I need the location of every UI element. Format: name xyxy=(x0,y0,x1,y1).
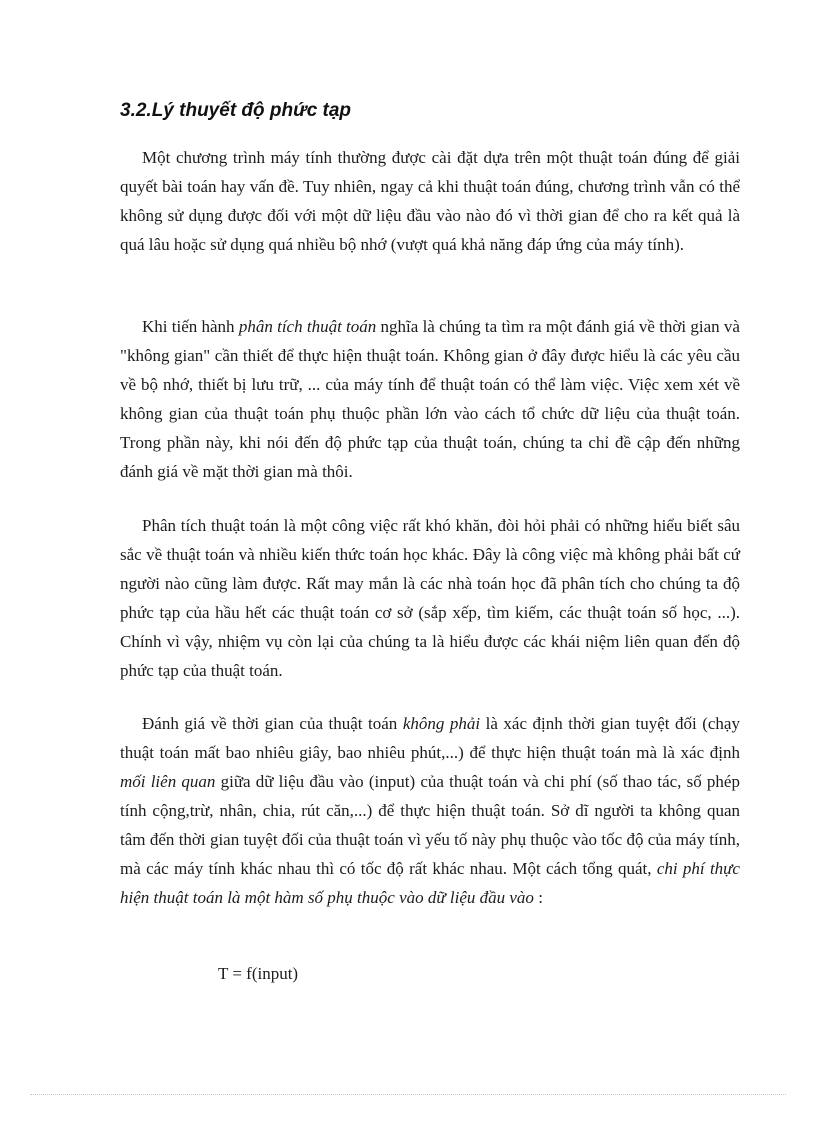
paragraph-time-emphasis-3: chi phí thực hiện thuật toán là một hàm số phụ thuộc vào dữ liệu đầu vào xyxy=(120,859,740,907)
paragraph-analysis-emphasis: phân tích thuật toán xyxy=(238,317,377,336)
paragraph-time-evaluation xyxy=(120,709,740,912)
paragraph-analysis xyxy=(120,312,740,486)
paragraph-analysis-text-2: nghĩa là chúng ta tìm ra một đánh giá về thời gian và "không gian" cần thiết để thực hiện thuật toán. Không gian ở đây được hiểu là các yêu cầu về bộ nhớ, thiết bị lưu trữ, ... của máy tính để thuật toán có thể làm việc. Việc xem xét về không gian của thuật toán phụ thuộc phần lớn vào cách tổ chức dữ liệu của thuật toán. Trong phần này, khi nói đến độ phức tạp của thuật toán, chúng ta chỉ đề cập đến những đánh giá về mặt thời gian mà thôi. xyxy=(120,317,740,481)
paragraph-time-text-1: Đánh giá về thời gian của thuật toán xyxy=(142,714,403,733)
paragraph-intro: Một chương trình máy tính thường được cài đặt dựa trên một thuật toán đúng để giải quyết bài toán hay vấn đề. Tuy nhiên, ngay cả khi thuật toán đúng, chương trình vẫn có thể không sử dụng được đối với một dữ liệu đầu vào nào đó vì thời gian để cho ra kết quả là quá lâu hoặc sử dụng quá nhiều bộ nhớ (vượt quá khả năng đáp ứng của máy tính). xyxy=(120,148,740,254)
paragraph-time-text-3: giữa dữ liệu đầu vào (input) của thuật toán và chi phí (số thao tác, số phép tính cộng,trừ, nhân, chia, rút căn,...) để thực hiện thuật toán. Sở dĩ người ta không quan tâm đến thời gian tuyệt đối của thuật toán vì yếu tố này phụ thuộc vào tốc độ của máy tính, mà các máy tính khác nhau thì có tốc độ rất khác nhau. Một cách tổng quát, xyxy=(120,772,740,878)
paragraph-time-emphasis-1: không phải xyxy=(402,714,481,733)
paragraph-analysis-text-1: Khi tiến hành xyxy=(142,317,239,336)
paragraph-time-text-2: là xác định thời gian tuyệt đối (chạy thuật toán mất bao nhiêu giây, bao nhiêu phút,...) để thực hiện thuật toán mà là xác định xyxy=(120,714,740,762)
paragraph-difficulty: Phân tích thuật toán là một công việc rất khó khăn, đòi hỏi phải có những hiểu biết sâu sắc về thuật toán và nhiều kiến thức toán học khác. Đây là công việc mà không phải bất cứ người nào cũng làm được. Rất may mắn là các nhà toán học đã phân tích cho chúng ta độ phức tạp của hầu hết các thuật toán cơ sở (sắp xếp, tìm kiếm, các thuật toán số học, ...). Chính vì vậy, nhiệm vụ còn lại của chúng ta là hiểu được các khái niệm liên quan đến độ phức tạp của thuật toán. xyxy=(120,516,740,680)
section-heading: 3.2.Lý thuyết độ phức tạp xyxy=(120,100,352,121)
formula: T = f(input) xyxy=(218,964,299,983)
paragraph-time-emphasis-2: mối liên quan xyxy=(120,772,216,791)
paragraph-time-text-4: : xyxy=(533,888,543,907)
page-bottom-divider xyxy=(30,1094,786,1095)
